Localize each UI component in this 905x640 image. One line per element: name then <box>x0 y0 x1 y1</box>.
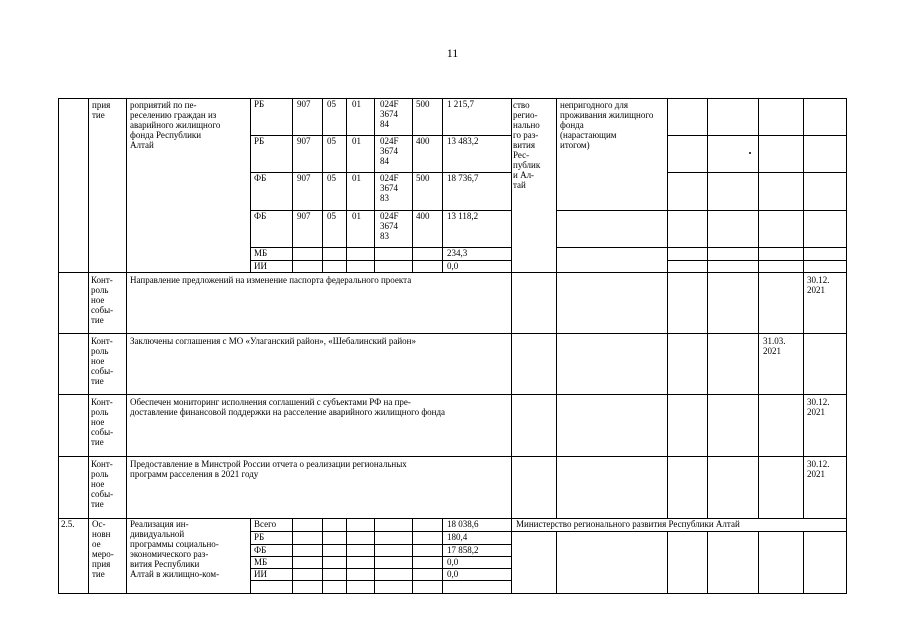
control-event-date-line: 2021 <box>807 469 825 479</box>
amount-value: 0,0 <box>447 569 459 579</box>
main-measure-label-line: тие <box>92 569 105 579</box>
control-event-date-line: 2021 <box>763 346 781 356</box>
event-type-label-line: прия <box>92 100 111 110</box>
target-article-code-line: 024F <box>380 99 399 109</box>
target-article-code-line: 024F <box>380 211 399 221</box>
column-rule <box>322 98 323 273</box>
funding-source: ФБ <box>254 211 267 221</box>
control-event-label-line: собы- <box>91 305 114 315</box>
item-number: 2.5. <box>61 519 75 529</box>
amount-value: 13 483,2 <box>447 136 479 146</box>
funding-source: ФБ <box>254 545 267 555</box>
event-type-label-line: тие <box>92 110 105 120</box>
control-event-label-line: ное <box>91 479 105 489</box>
funding-source: Всего <box>254 519 277 529</box>
control-event-label-line: Конт- <box>91 275 113 285</box>
control-event-date-line: 31.03. <box>763 336 786 346</box>
control-event-date <box>763 336 801 356</box>
executor-name: Министерство регионального развития Республики Алтай <box>516 519 740 529</box>
event-name <box>130 100 248 150</box>
funding-source: ФБ <box>254 173 267 183</box>
amount-value: 234,3 <box>447 248 468 258</box>
control-event-label <box>91 275 125 325</box>
target-article-code-line: 024F <box>380 173 399 183</box>
amount-value: 17 858,2 <box>447 545 479 555</box>
control-event-date-line: 2021 <box>807 285 825 295</box>
amount-value: 0,0 <box>447 261 459 271</box>
section-code: 05 <box>327 211 336 221</box>
column-rule <box>556 98 557 519</box>
section-code: 05 <box>327 136 336 146</box>
column-rule <box>707 98 708 519</box>
column-rule <box>374 518 375 594</box>
grbs-code: 907 <box>297 136 311 146</box>
column-rule <box>126 98 127 594</box>
control-event-date <box>807 459 845 479</box>
control-event-label-line: ное <box>91 417 105 427</box>
control-event-label-line: роль <box>91 285 109 295</box>
executor-name <box>513 100 555 190</box>
executor-name-line: тай <box>513 180 526 190</box>
control-event-label-line: собы- <box>91 427 114 437</box>
event-name-line: фонда Республики <box>130 130 202 140</box>
column-rule <box>346 98 347 273</box>
row-rule <box>250 580 512 581</box>
control-event-date <box>807 275 845 295</box>
executor-name-line: ство <box>513 100 530 110</box>
control-event-text-line: Предоставление в Минстрой России отчета о реализации региональных <box>130 459 407 469</box>
funding-source: РБ <box>254 136 265 146</box>
indicator-name-line: (нарастающим <box>560 130 617 140</box>
column-rule <box>442 518 443 594</box>
subsection-code: 01 <box>352 136 361 146</box>
indicator-name <box>560 100 666 150</box>
main-measure-label-line: Ос- <box>92 519 106 529</box>
control-event-label-line: роль <box>91 407 109 417</box>
control-event-text-line: программ расселения в 2021 году <box>130 469 259 479</box>
column-rule <box>322 518 323 594</box>
column-rule <box>374 98 375 273</box>
amount-value: 1 215,7 <box>447 99 474 109</box>
event-name-line: реселению граждан из <box>130 110 217 120</box>
executor-name-line: нально <box>513 120 540 130</box>
subsection-code: 01 <box>352 99 361 109</box>
executor-name-line: го раз- <box>513 130 539 140</box>
control-event-label-line: Конт- <box>91 459 113 469</box>
expense-type-code: 400 <box>416 136 430 146</box>
control-event-date-line: 30.12. <box>807 275 830 285</box>
control-event-label-line: собы- <box>91 489 114 499</box>
control-event-label-line: собы- <box>91 366 114 376</box>
control-event-text <box>130 397 507 417</box>
column-rule <box>58 98 59 594</box>
stray-dot <box>749 152 751 154</box>
column-rule <box>511 98 512 594</box>
control-event-text-line: Заключены соглашения с МО «Улаганский район», «Шебалинский район» <box>130 336 416 346</box>
indicator-name-line: непригодного для <box>560 100 628 110</box>
column-rule <box>758 98 759 519</box>
target-article-code <box>380 136 412 166</box>
column-rule <box>846 98 847 594</box>
page-number: 11 <box>446 46 459 60</box>
event-type-label <box>92 100 122 120</box>
event-name-line: Алтай <box>130 140 154 150</box>
target-article-code <box>380 211 412 241</box>
control-event-label-line: тие <box>91 376 104 386</box>
column-rule <box>412 98 413 273</box>
column-rule <box>412 518 413 594</box>
target-article-code <box>380 173 412 203</box>
target-article-code-line: 84 <box>380 156 389 166</box>
amount-value: 18 038,6 <box>447 519 479 529</box>
main-measure-name-line: дивидуальной <box>130 529 185 539</box>
column-rule <box>250 98 251 273</box>
section-code: 05 <box>327 173 336 183</box>
target-article-code-line: 83 <box>380 231 389 241</box>
row-rule <box>667 260 847 261</box>
row-rule <box>667 135 847 136</box>
main-measure-label <box>92 519 126 579</box>
indicator-name-line: итогом) <box>560 140 590 150</box>
indicator-name-line: проживания жилищного <box>560 110 654 120</box>
main-measure-name-line: Реализация ин- <box>130 519 189 529</box>
subsection-code: 01 <box>352 211 361 221</box>
column-rule <box>292 518 293 594</box>
control-event-label-line: ное <box>91 295 105 305</box>
amount-value: 13 118,2 <box>447 211 479 221</box>
control-event-label-line: Конт- <box>91 336 113 346</box>
control-event-text-line: Направление предложений на изменение паспорта федерального проекта <box>130 275 412 285</box>
row-rule <box>58 272 847 273</box>
main-measure-label-line: новн <box>92 529 111 539</box>
funding-source: РБ <box>254 532 265 542</box>
expense-type-code: 500 <box>416 173 430 183</box>
executor-name-line: публик <box>513 160 541 170</box>
amount-value: 0,0 <box>447 557 459 567</box>
funding-source: ИИ <box>254 569 267 579</box>
target-article-code-line: 024F <box>380 136 399 146</box>
column-rule <box>707 531 708 594</box>
target-article-code <box>380 99 412 129</box>
column-rule <box>250 518 251 594</box>
main-measure-label-line: ое <box>92 539 101 549</box>
column-rule <box>292 98 293 273</box>
target-article-code-line: 3674 <box>380 221 398 231</box>
control-event-label <box>91 397 125 447</box>
main-measure-name <box>130 519 248 579</box>
executor-name-line: Рес- <box>513 150 530 160</box>
funding-source: РБ <box>254 99 265 109</box>
funding-source: МБ <box>254 557 268 567</box>
control-event-label <box>91 459 125 509</box>
expense-type-code: 500 <box>416 99 430 109</box>
funding-source: МБ <box>254 248 268 258</box>
control-event-label-line: тие <box>91 315 104 325</box>
target-article-code-line: 3674 <box>380 109 398 119</box>
main-measure-label-line: меро- <box>92 549 114 559</box>
target-article-code-line: 84 <box>380 119 389 129</box>
target-article-code-line: 3674 <box>380 146 398 156</box>
control-event-label-line: роль <box>91 469 109 479</box>
executor-name-line: регио- <box>513 110 538 120</box>
column-rule <box>346 518 347 594</box>
executor-name-line: и Ал- <box>513 170 535 180</box>
column-rule <box>442 98 443 273</box>
column-rule <box>667 531 668 594</box>
main-measure-name-line: программы социально- <box>130 539 219 549</box>
control-event-label-line: тие <box>91 499 104 509</box>
subsection-code: 01 <box>352 173 361 183</box>
row-rule <box>58 394 847 395</box>
column-rule <box>758 531 759 594</box>
column-rule <box>88 98 89 594</box>
control-event-text <box>130 275 507 285</box>
main-measure-name-line: Алтай в жилищно-ком- <box>130 569 220 579</box>
column-rule <box>803 531 804 594</box>
row-rule <box>58 593 847 594</box>
control-event-label <box>91 336 125 386</box>
event-name-line: роприятий по пе- <box>130 100 197 110</box>
event-name-line: аварийного жилищного <box>130 120 221 130</box>
target-article-code-line: 83 <box>380 193 389 203</box>
amount-value: 180,4 <box>447 532 468 542</box>
control-event-date <box>807 397 845 417</box>
column-rule <box>803 98 804 519</box>
grbs-code: 907 <box>297 211 311 221</box>
control-event-date-line: 30.12. <box>807 459 830 469</box>
row-rule <box>667 172 847 173</box>
expense-type-code: 400 <box>416 211 430 221</box>
control-event-text-line: доставление финансовой поддержки на расселение аварийного жилищного фонда <box>130 407 446 417</box>
column-rule <box>667 98 668 519</box>
indicator-name-line: фонда <box>560 120 584 130</box>
control-event-text-line: Обеспечен мониторинг исполнения соглашений с субъектами РФ на пре- <box>130 397 411 407</box>
amount-value: 18 736,7 <box>447 173 479 183</box>
control-event-label-line: роль <box>91 346 109 356</box>
funding-source: ИИ <box>254 261 267 271</box>
row-rule <box>58 456 847 457</box>
main-measure-name-line: экономического раз- <box>130 549 209 559</box>
row-rule <box>58 333 847 334</box>
control-event-date-line: 2021 <box>807 407 825 417</box>
grbs-code: 907 <box>297 173 311 183</box>
control-event-label-line: Конт- <box>91 397 113 407</box>
main-measure-name-line: вития Республики <box>130 559 200 569</box>
control-event-date-line: 30.12. <box>807 397 830 407</box>
column-rule <box>556 531 557 594</box>
control-event-text <box>130 336 507 346</box>
grbs-code: 907 <box>297 99 311 109</box>
target-article-code-line: 3674 <box>380 183 398 193</box>
control-event-label-line: тие <box>91 437 104 447</box>
row-rule <box>511 531 847 532</box>
control-event-text <box>130 459 507 479</box>
main-measure-label-line: прия <box>92 559 111 569</box>
section-code: 05 <box>327 99 336 109</box>
executor-name-line: вития <box>513 140 535 150</box>
control-event-label-line: ное <box>91 356 105 366</box>
